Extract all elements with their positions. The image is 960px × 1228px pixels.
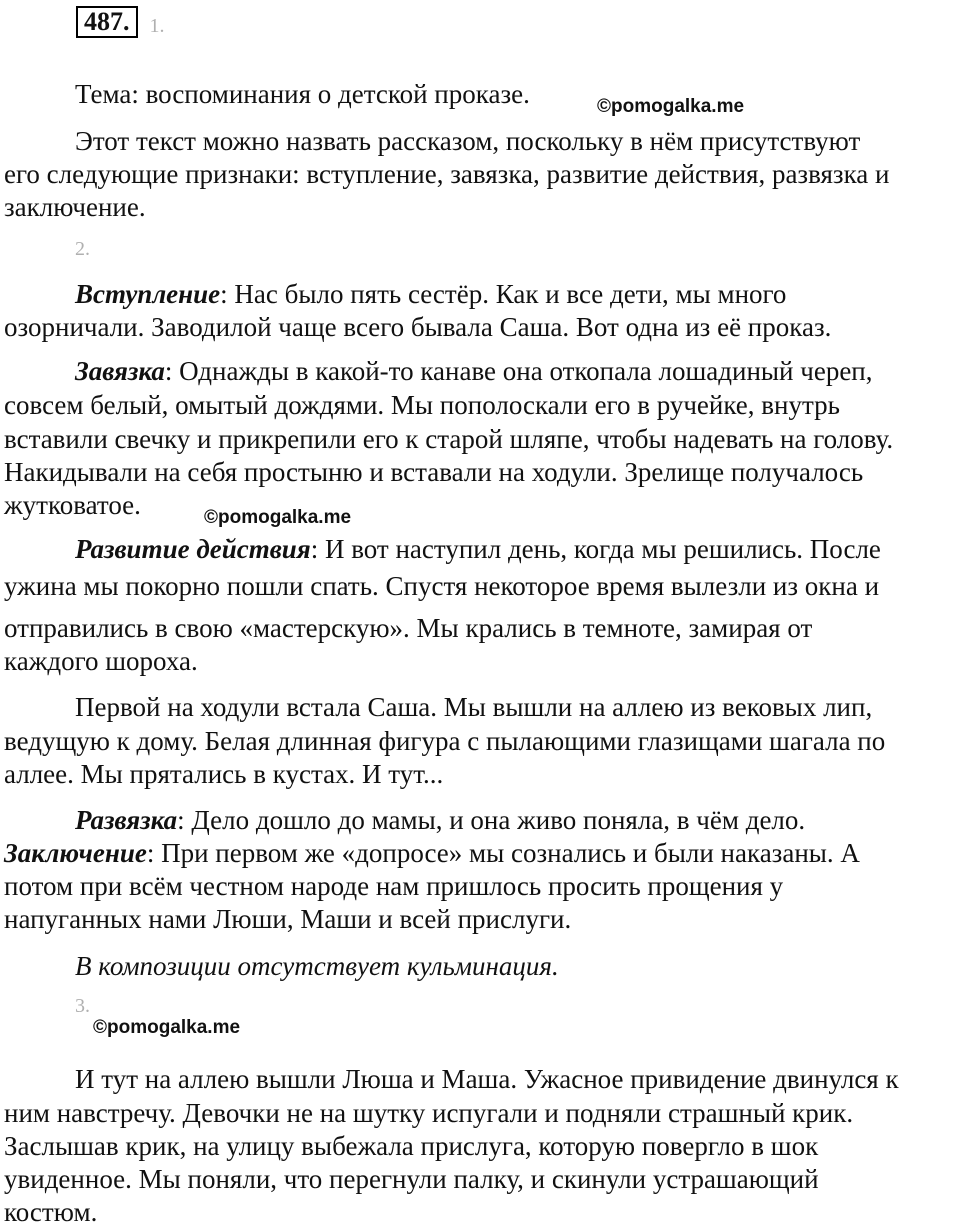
text-line: аллее. Мы прятались в кустах. И тут... bbox=[4, 759, 444, 789]
resolution-label: Развязка bbox=[75, 805, 178, 835]
text-line: И тут на аллею вышли Люша и Маша. Ужасное привидение двинулся к bbox=[75, 1064, 899, 1094]
plot-paragraph bbox=[75, 355, 873, 387]
text-line: жутковатое. bbox=[4, 490, 141, 520]
text-line: костюм. bbox=[4, 1197, 98, 1227]
text-span: : При первом же «допросе» мы сознались и были наказаны. А bbox=[146, 838, 860, 868]
text-span: : Нас было пять сестёр. Как и все дети, мы много bbox=[220, 279, 787, 309]
intro-paragraph bbox=[75, 278, 786, 310]
text-span: : И вот наступил день, когда мы решились. После bbox=[310, 534, 881, 564]
text-line: отправились в свою «мастерскую». Мы крались в темноте, замирая от bbox=[4, 613, 813, 643]
question-marker-3: 3. bbox=[75, 995, 90, 1017]
text-line: Этот текст можно назвать рассказом, поскольку в нём присутствуют bbox=[75, 126, 861, 156]
text-line: Первой на ходули встала Саша. Мы вышли на аллею из вековых лип, bbox=[75, 692, 873, 722]
text-span: : Дело дошло до мамы, и она живо поняла, в чём дело. bbox=[177, 805, 806, 835]
text-line: совсем белый, омытый дождями. Мы пополоскали его в ручейке, внутрь bbox=[4, 390, 840, 420]
text-line: его следующие признаки: вступление, завязка, развитие действия, развязка и bbox=[4, 159, 890, 189]
text-line: Накидывали на себя простыню и вставали на ходули. Зрелище получалось bbox=[4, 457, 864, 487]
text-line: озорничали. Заводилой чаще всего бывала Саша. Вот одна из её проказ. bbox=[4, 312, 832, 342]
text-line: потом при всём честном народе нам пришлось просить прощения у bbox=[4, 871, 784, 901]
intro-label: Вступление bbox=[75, 279, 221, 309]
text-line: ужина мы покорно пошли спать. Спустя некоторое время вылезли из окна и bbox=[4, 571, 880, 601]
watermark: ©pomogalka.me bbox=[204, 507, 352, 528]
plot-label: Завязка bbox=[75, 356, 165, 386]
theme-line: Тема: воспоминания о детской проказе. bbox=[75, 79, 530, 109]
composition-note: В композиции отсутствует кульминация. bbox=[75, 951, 559, 981]
text-line: каждого шороха. bbox=[4, 646, 198, 676]
watermark: ©pomogalka.me bbox=[597, 96, 745, 117]
conclusion-paragraph bbox=[4, 837, 860, 869]
resolution-paragraph bbox=[75, 804, 805, 836]
question-marker-2: 2. bbox=[75, 238, 90, 260]
exercise-header bbox=[76, 6, 165, 38]
text-span: : Однажды в какой-то канаве она откопала лошадиный череп, bbox=[164, 356, 873, 386]
text-line: заключение. bbox=[4, 192, 146, 222]
question-marker-1: 1. bbox=[149, 15, 165, 37]
development-label: Развитие действия bbox=[75, 534, 311, 564]
exercise-number: 487. bbox=[76, 6, 138, 38]
text-line: увиденное. Мы поняли, что перегнули палку, и скинули устрашающий bbox=[4, 1164, 819, 1194]
watermark: ©pomogalka.me bbox=[93, 1017, 241, 1038]
text-line: ведущую к дому. Белая длинная фигура с пылающими глазищами шагала по bbox=[4, 726, 886, 756]
text-line: вставили свечку и прикрепили его к старой шляпе, чтобы надевать на голову. bbox=[4, 424, 894, 454]
conclusion-label: Заключение bbox=[4, 838, 147, 868]
text-line: напуганных нами Люши, Маши и всей прислуги. bbox=[4, 904, 572, 934]
development-paragraph bbox=[75, 533, 881, 565]
text-line: ним навстречу. Девочки не на шутку испугали и подняли страшный крик. bbox=[4, 1098, 854, 1128]
text-line: Заслышав крик, на улицу выбежала прислуга, которую повергло в шок bbox=[4, 1131, 819, 1161]
